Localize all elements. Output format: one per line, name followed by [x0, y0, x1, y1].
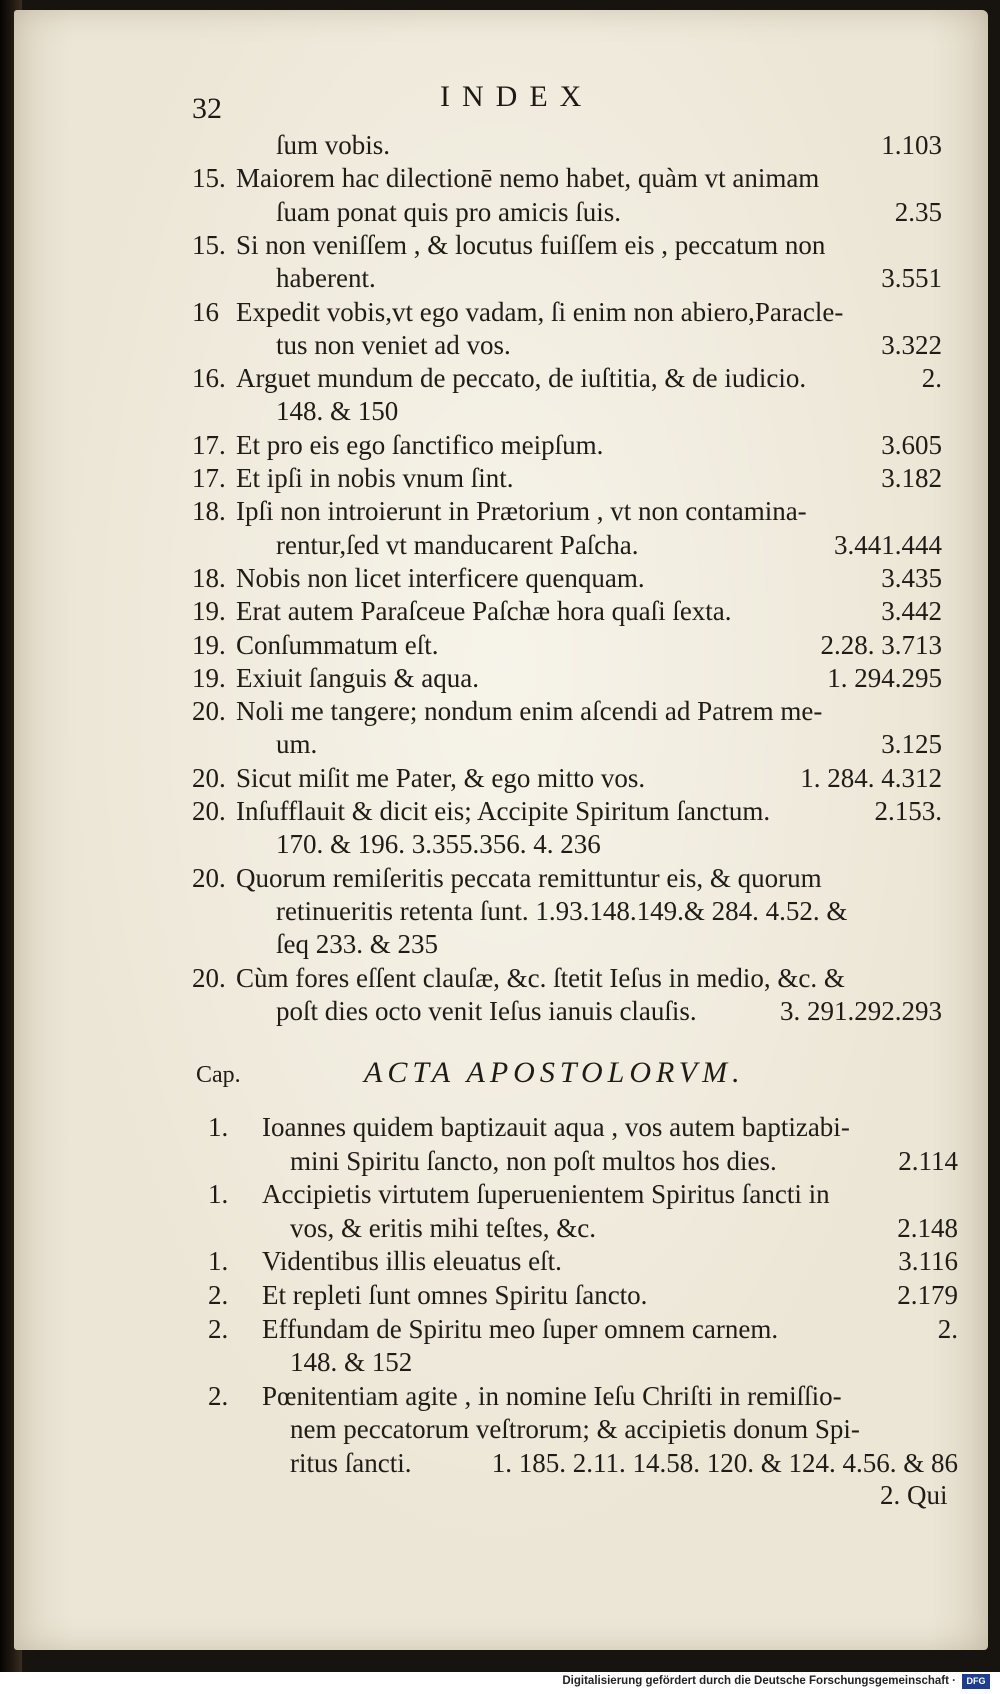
entry-text: Et repleti ſunt omnes Spiritu ſancto. [262, 1280, 648, 1310]
entry-text: 148. & 150 [276, 396, 399, 427]
chapter-number: 20. [192, 762, 226, 793]
entry-text: Maiorem hac dilectionē nemo habet, quàm vt animam [236, 163, 820, 194]
entry-text: Et ipſi in nobis vnum ſint. [236, 463, 514, 493]
page-reference: 1. 294.295 [827, 662, 942, 693]
page-reference: 3.435 [881, 562, 942, 593]
entry-text: Si non veniſſem , & locutus fuiſſem eis , peccatum non [236, 229, 826, 260]
dfg-logo: DFG [962, 1674, 990, 1689]
chapter-number: 1. [208, 1246, 229, 1277]
page-reference: 3.182 [881, 463, 942, 493]
entry-text: Quorum remiſeritis peccata remittuntur eis, & quorum [236, 862, 822, 893]
page-reference: 3.322 [881, 329, 942, 360]
entry-text: retinueritis retenta ſunt. 1.93.148.149.& 284. 4.52. & [276, 895, 848, 926]
section-title: ACTA APOSTOLORVM. [364, 1056, 745, 1089]
page-reference: 2. [937, 1313, 958, 1344]
entry-text: ritus ſancti. [290, 1448, 412, 1478]
page-reference: 2.28. 3.713 [820, 629, 942, 660]
chapter-number: 15. [192, 163, 226, 194]
chapter-number: 16. [192, 363, 226, 394]
page-reference: 3.116 [898, 1246, 958, 1277]
entry-text: Ioannes quidem baptizauit aqua , vos autem baptizabi- [262, 1112, 850, 1142]
entry-text: Et pro eis ego ſanctifico meipſum. [236, 429, 604, 460]
entry-text: ſeq 233. & 235 [276, 929, 438, 960]
page-reference: 3.125 [881, 729, 942, 760]
page-reference: 1. 284. 4.312 [800, 762, 942, 793]
entry-text: Effundam de Spiritu meo ſuper omnem carnem. [262, 1313, 779, 1344]
entry-text: vos, & eritis mihi teſtes, &c. [290, 1212, 596, 1243]
chapter-number: 20. [192, 962, 226, 993]
entry-text: mini Spiritu ſancto, non poſt multos hos dies. [290, 1145, 777, 1176]
entry-text: poſt dies octo venit Ieſus ianuis clauſis. [276, 995, 697, 1026]
entry-text: ſum vobis. [276, 130, 391, 160]
page-reference: 3. 291.292.293 [780, 995, 942, 1026]
entry-text: Pœnitentiam agite , in nomine Ieſu Chriſti in remiſſio- [262, 1380, 842, 1411]
page-reference: 1.103 [881, 130, 942, 160]
chapter-number: 1. [208, 1112, 229, 1142]
chapter-number: 17. [192, 429, 226, 460]
entry-text: Noli me tangere; nondum enim aſcendi ad Patrem me- [236, 696, 823, 727]
chapter-number: 18. [192, 496, 226, 527]
page-reference: 1. 185. 2.11. 14.58. 120. & 124. 4.56. & 86 [491, 1448, 958, 1478]
page-reference: 3.605 [881, 429, 942, 460]
page-reference: 3.441.444 [834, 529, 942, 560]
entry-text: ſuam ponat quis pro amicis ſuis. [276, 196, 621, 227]
section-cap-label: Cap. [196, 1062, 241, 1088]
entry-text: Arguet mundum de peccato, de iuſtitia, & de iudicio. [236, 363, 807, 394]
entry-text: Nobis non licet interficere quenquam. [236, 562, 645, 593]
entry-text: rentur,ſed vt manducarent Paſcha. [276, 529, 639, 560]
chapter-number: 19. [192, 596, 226, 627]
page-reference: 2.114 [898, 1145, 958, 1176]
footer-credit: Digitalisierung gefördert durch die Deutsche Forschungsgemeinschaft · [562, 1675, 956, 1687]
chapter-number: 1. [208, 1179, 229, 1210]
entry-text: nem peccatorum veſtrorum; & accipietis donum Spi- [290, 1414, 860, 1445]
entry-text: Ipſi non introierunt in Prætorium , vt non contamina- [236, 496, 807, 527]
chapter-number: 19. [192, 662, 226, 693]
page-reference: 3.442 [881, 596, 942, 627]
entry-text: um. [276, 729, 318, 760]
entry-text: 148. & 152 [290, 1347, 413, 1378]
entry-text: Accipietis virtutem ſuperuenientem Spiritus ſancti in [262, 1179, 830, 1210]
page-reference: 3.551 [881, 263, 942, 294]
chapter-number: 18. [192, 562, 226, 593]
entry-text: Cùm fores eſſent clauſæ, &c. ſtetit Ieſus in medio, &c. & [236, 962, 845, 993]
page-number: 32 [192, 92, 222, 125]
running-head: INDEX [440, 80, 594, 113]
entry-text: haberent. [276, 263, 376, 294]
entry-text: Sicut miſit me Pater, & ego mitto vos. [236, 762, 646, 793]
entry-text: Exiuit ſanguis & aqua. [236, 662, 479, 693]
catchword: 2. Qui [880, 1480, 948, 1510]
chapter-number: 2. [208, 1280, 229, 1310]
page-reference: 2.179 [897, 1280, 958, 1310]
page-reference: 2.35 [894, 196, 942, 227]
page-reference: 2.153. [874, 796, 942, 826]
chapter-number: 2. [208, 1380, 229, 1411]
chapter-number: 19. [192, 629, 226, 660]
entry-text: Erat autem Paraſceue Paſchæ hora quaſi ſexta. [236, 596, 732, 627]
chapter-number: 20. [192, 696, 226, 727]
entry-text: Expedit vobis,vt ego vadam, ſi enim non abiero,Paracle- [236, 296, 844, 327]
entry-text: Videntibus illis eleuatus eſt. [262, 1246, 562, 1277]
entry-text: Inſufflauit & dicit eis; Accipite Spiritum ſanctum. [236, 796, 771, 826]
chapter-number: 20. [192, 862, 226, 893]
chapter-number: 20. [192, 796, 226, 826]
chapter-number: 17. [192, 463, 226, 493]
page-reference: 2.148 [897, 1212, 958, 1243]
entry-text: Conſummatum eſt. [236, 629, 439, 660]
entry-text: tus non veniet ad vos. [276, 329, 511, 360]
chapter-number: 2. [208, 1313, 229, 1344]
chapter-number: 15. [192, 229, 226, 260]
entry-text: 170. & 196. 3.355.356. 4. 236 [276, 829, 601, 860]
page-reference: 2. [921, 363, 942, 394]
chapter-number: 16 [192, 296, 219, 327]
